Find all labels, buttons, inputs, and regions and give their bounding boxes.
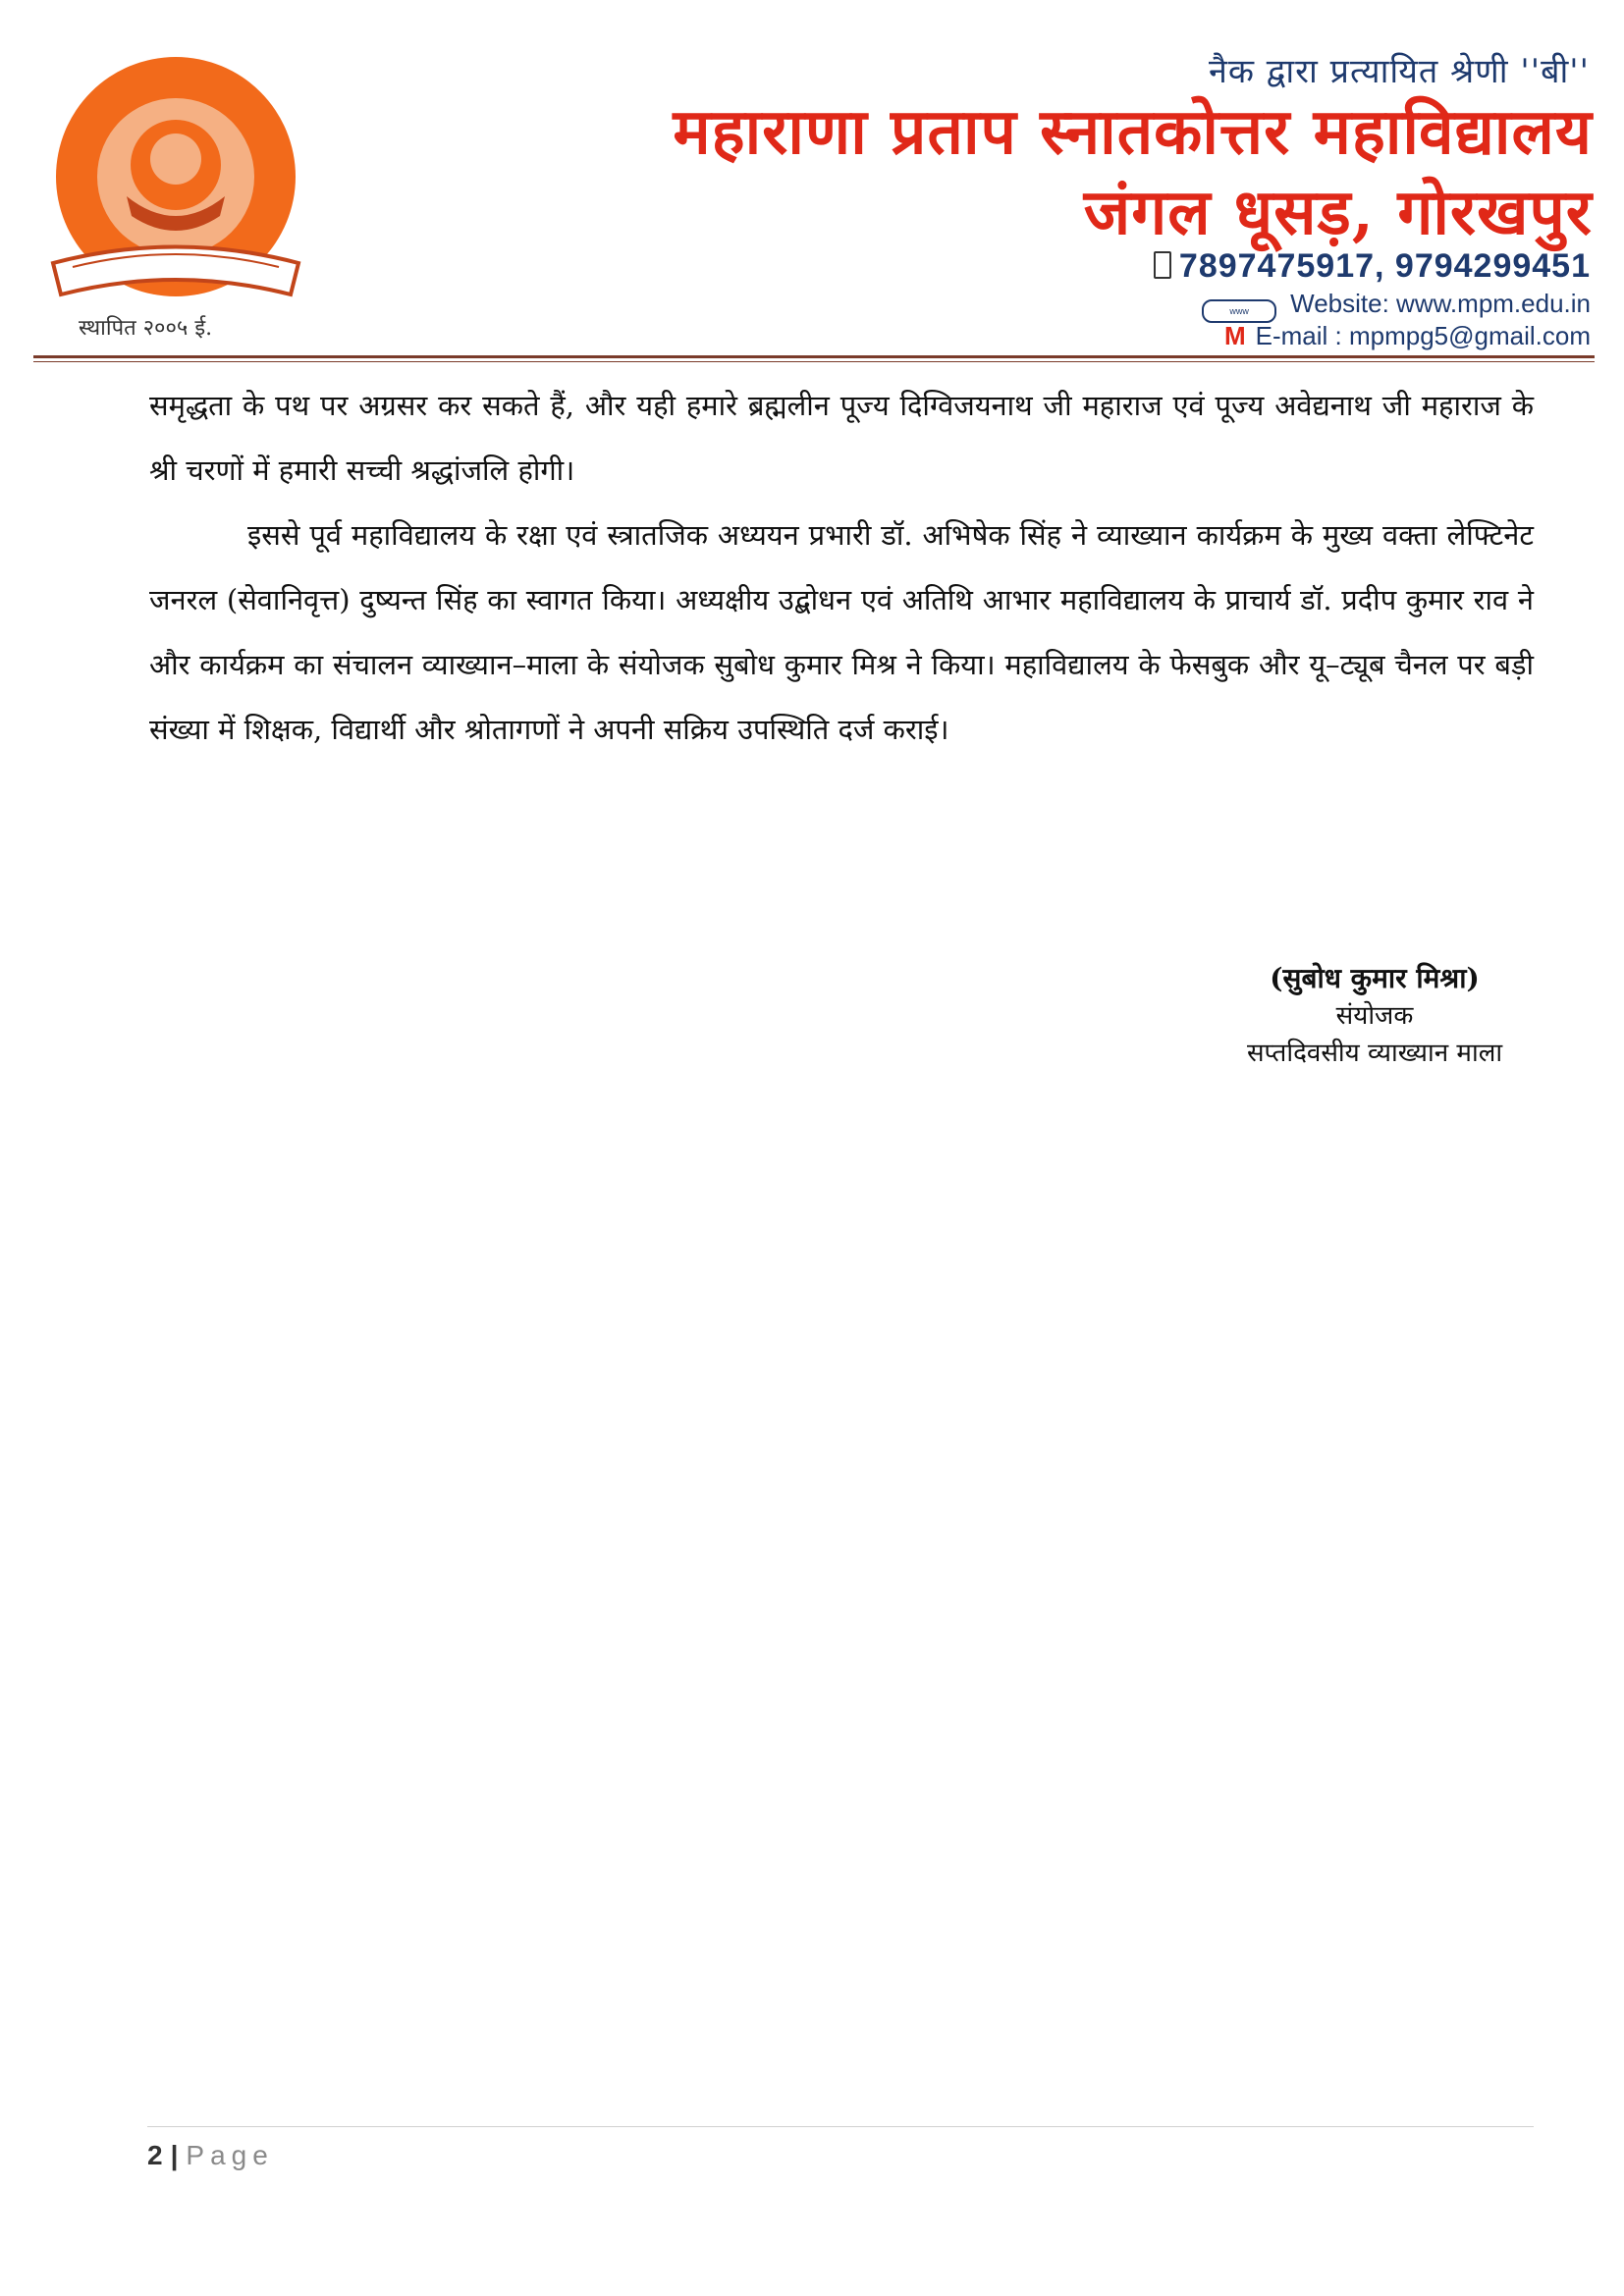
- footer-separator: |: [170, 2140, 179, 2170]
- body-paragraph-2: इससे पूर्व महाविद्यालय के रक्षा एवं स्त्रातजिक अध्ययन प्रभारी डॉ. अभिषेक सिंह ने व्याख्यान कार्यक्रम के मुख्य वक्ता लेफ्टिनेट जनरल (सेवानिवृत्त) दुष्यन्त सिंह का स्वागत किया। अध्यक्षीय उद्बोधन एवं अतिथि आभार महाविद्यालय के प्राचार्य डॉ. प्रदीप कुमार राव ने और कार्यक्रम का संचालन व्याख्यान–माला के संयोजक सुबोध कुमार मिश्र ने किया। महाविद्यालय के फेसबुक और यू–ट्यूब चैनल पर बड़ी संख्या में शिक्षक, विद्यार्थी और श्रोतागणों ने अपनी सक्रिय उपस्थिति दर्ज कराई।: [149, 518, 1534, 746]
- college-name: महाराणा प्रताप स्नातकोत्तर महाविद्यालय: [673, 95, 1593, 169]
- header-rule-thick: [33, 355, 1595, 358]
- phone-numbers: [1154, 247, 1591, 286]
- footer-rule: [147, 2126, 1534, 2127]
- body-paragraph-1: समृद्धता के पथ पर अग्रसर कर सकते हैं, और यही हमारे ब्रह्मलीन पूज्य दिग्विजयनाथ जी महाराज एवं पूज्य अवेद्यनाथ जी महाराज के श्री चरणों में हमारी सच्ची श्रद्धांजलि होगी।: [149, 389, 1534, 487]
- signatory-role: संयोजक: [1335, 1001, 1414, 1031]
- college-place: जंगल धूसड़, गोरखपुर: [1083, 176, 1593, 249]
- header-rule-thin: [33, 361, 1595, 362]
- lecture-series-name: सप्तदिवसीय व्याख्यान माला: [1246, 1039, 1503, 1068]
- letterhead: [0, 0, 1624, 373]
- page-footer: [147, 2140, 274, 2171]
- www-icon: www: [1202, 299, 1276, 323]
- page-number: 2: [147, 2140, 163, 2170]
- established-year: स्थापित २००५ ई.: [79, 316, 213, 341]
- mobile-phone-icon: [1154, 251, 1171, 279]
- signature-block: [1119, 960, 1624, 1072]
- page-label: Page: [186, 2140, 274, 2170]
- signatory-name: (सुबोध कुमार मिश्रा): [1270, 962, 1480, 994]
- letter-body: [149, 373, 1534, 762]
- gmail-icon: M: [1223, 321, 1246, 350]
- college-seal-icon: [33, 49, 318, 344]
- phone-numbers-text: 7897475917, 9794299451: [1178, 247, 1591, 285]
- website-text[interactable]: Website: www.mpm.edu.in: [1290, 289, 1591, 318]
- website-line: [1202, 289, 1591, 323]
- accreditation-line: नैक द्वारा प्रत्यायित श्रेणी ''बी'': [1209, 52, 1590, 91]
- email-text[interactable]: E-mail : mpmpg5@gmail.com: [1255, 321, 1591, 350]
- email-line: [1224, 321, 1591, 351]
